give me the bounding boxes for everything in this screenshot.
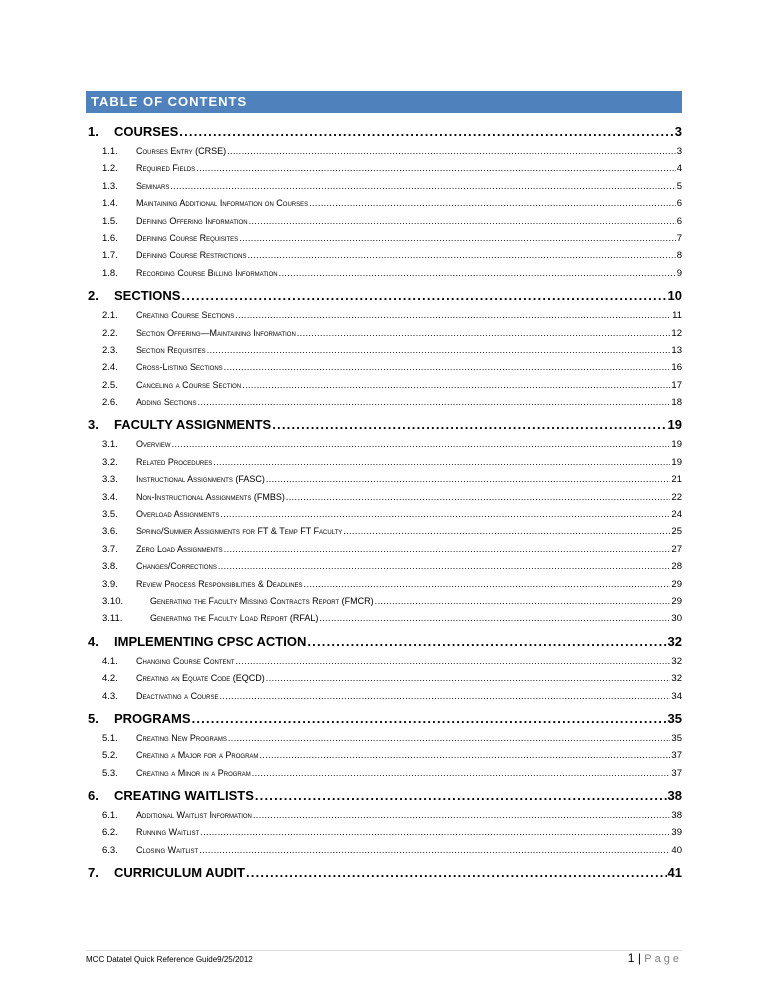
subsection-page: 24 [671, 509, 682, 521]
subsection-page: 19 [671, 439, 682, 451]
leader-dots [172, 436, 671, 453]
section-page: 38 [667, 788, 682, 804]
toc-subsection-entry[interactable] [86, 747, 682, 764]
subsection-number: 3.2. [102, 456, 118, 468]
subsection-number: 5.1. [102, 732, 118, 744]
subsection-page: 37 [671, 767, 682, 779]
subsection-page: 22 [671, 491, 682, 503]
toc-subsection-entry[interactable] [86, 213, 682, 230]
subsection-title: Related Procedures [136, 456, 213, 467]
leader-dots [199, 842, 670, 859]
subsection-title: Deactivating a Course [136, 690, 219, 701]
toc-subsection-entry[interactable] [86, 359, 682, 376]
subsection-page: 39 [671, 827, 682, 839]
leader-dots [246, 862, 667, 884]
subsection-page: 37 [671, 750, 682, 762]
subsection-number: 6.1. [102, 810, 118, 822]
toc-subsection-entry[interactable] [86, 454, 682, 471]
toc-subsection-entry[interactable] [86, 265, 682, 282]
leader-dots [266, 471, 671, 488]
subsection-page: 5 [676, 180, 682, 192]
subsection-title: Generating the Faculty Missing Contracts Report (FMCR) [150, 595, 374, 606]
subsection-page: 8 [676, 250, 682, 262]
subsection-page: 34 [671, 690, 682, 702]
toc-subsection-entry[interactable] [86, 593, 682, 610]
leader-dots [272, 414, 666, 436]
leader-dots [227, 143, 676, 160]
subsection-page: 29 [671, 578, 682, 590]
footer-doc-title: MCC Datatel Quick Reference Guide9/25/2012 [86, 955, 253, 964]
leader-dots [319, 610, 670, 627]
subsection-number: 1.6. [102, 232, 118, 244]
subsection-title: Section Requisites [136, 344, 206, 355]
page-word: Page [644, 953, 682, 965]
leader-dots [235, 307, 671, 324]
subsection-page: 11 [672, 310, 682, 322]
page-separator: | [637, 951, 641, 965]
subsection-title: Courses Entry (CRSE) [136, 145, 227, 156]
toc-subsection-entry[interactable] [86, 394, 682, 411]
leader-dots [236, 653, 671, 670]
toc-subsection-entry[interactable] [86, 576, 682, 593]
toc-subsection-entry[interactable] [86, 842, 682, 859]
footer-page-number [628, 951, 682, 965]
subsection-number: 2.5. [102, 379, 118, 391]
leader-dots [224, 541, 671, 558]
leader-dots [218, 558, 671, 575]
section-page: 35 [667, 710, 682, 726]
subsection-page: 9 [676, 267, 682, 279]
leader-dots [198, 394, 671, 411]
subsection-title: Creating New Programs [136, 732, 227, 743]
leader-dots [213, 454, 670, 471]
leader-dots [307, 631, 666, 653]
toc-subsection-entry[interactable] [86, 523, 682, 540]
leader-dots [181, 285, 666, 307]
leader-dots [207, 342, 671, 359]
subsection-title: Defining Course Requisites [136, 232, 239, 243]
subsection-page: 7 [676, 232, 682, 244]
subsection-number: 4.3. [102, 690, 118, 702]
subsection-title: Creating an Equate Code (EQCD) [136, 673, 265, 684]
leader-dots [239, 230, 676, 247]
subsection-title: Canceling a Course Section [136, 379, 242, 390]
toc-subsection-entry[interactable] [86, 506, 682, 523]
subsection-page: 21 [671, 474, 682, 486]
section-number: 6. [88, 788, 99, 804]
subsection-page: 29 [671, 595, 682, 607]
section-page: 32 [667, 633, 682, 649]
leader-dots [309, 195, 676, 212]
leader-dots [248, 247, 676, 264]
subsection-number: 3.1. [102, 439, 118, 451]
leader-dots [179, 121, 673, 143]
section-page: 10 [667, 288, 682, 304]
subsection-page: 25 [671, 526, 682, 538]
toc-subsection-entry[interactable] [86, 307, 682, 324]
toc-subsection-entry[interactable] [86, 489, 682, 506]
toc-subsection-entry[interactable] [86, 670, 682, 687]
leader-dots [279, 265, 676, 282]
subsection-page: 4 [676, 163, 682, 175]
section-number: 7. [88, 865, 99, 881]
leader-dots [242, 377, 670, 394]
subsection-page: 32 [671, 673, 682, 685]
subsection-title: Defining Offering Information [136, 215, 248, 226]
section-title: COURSES [114, 124, 179, 139]
subsection-page: 12 [671, 327, 682, 339]
subsection-page: 27 [671, 543, 682, 555]
subsection-number: 4.2. [102, 673, 118, 685]
subsection-number: 3.7. [102, 543, 118, 555]
leader-dots [297, 325, 671, 342]
subsection-title: Overview [136, 439, 171, 450]
section-number: 5. [88, 710, 99, 726]
subsection-number: 3.4. [102, 491, 118, 503]
subsection-number: 2.6. [102, 397, 118, 409]
subsection-page: 16 [671, 362, 682, 374]
toc-subsection-entry[interactable] [86, 558, 682, 575]
subsection-number: 2.3. [102, 344, 118, 356]
toc-subsection-entry[interactable] [86, 825, 682, 842]
subsection-title: Section Offering—Maintaining Information [136, 327, 296, 338]
toc-subsection-entry[interactable] [86, 143, 682, 160]
subsection-page: 17 [671, 379, 682, 391]
leader-dots [286, 489, 671, 506]
toc-subsection-entry[interactable] [86, 541, 682, 558]
section-number: 4. [88, 633, 99, 649]
subsection-number: 2.2. [102, 327, 118, 339]
leader-dots [228, 730, 671, 747]
toc-subsection-entry[interactable] [86, 342, 682, 359]
toc-subsection-entry[interactable] [86, 765, 682, 782]
leader-dots [252, 765, 671, 782]
subsection-title: Creating Course Sections [136, 310, 235, 321]
subsection-number: 3.9. [102, 578, 118, 590]
toc-subsection-entry[interactable] [86, 436, 682, 453]
subsection-number: 1.3. [102, 180, 118, 192]
subsection-title: Recording Course Billing Information [136, 267, 278, 278]
toc-heading: TABLE OF CONTENTS [86, 91, 682, 113]
subsection-title: Required Fields [136, 163, 196, 174]
subsection-page: 13 [671, 344, 682, 356]
leader-dots [259, 747, 670, 764]
subsection-title: Creating a Major for a Program [136, 750, 259, 761]
subsection-number: 1.4. [102, 198, 118, 210]
leader-dots [255, 785, 667, 807]
leader-dots [219, 688, 670, 705]
toc-subsection-entry[interactable] [86, 178, 682, 195]
subsection-title: Spring/Summer Assignments for FT & Temp FT Faculty [136, 526, 343, 537]
leader-dots [304, 576, 671, 593]
leader-dots [224, 359, 671, 376]
subsection-title: Zero Load Assignments [136, 543, 223, 554]
subsection-page: 18 [671, 397, 682, 409]
subsection-title: Changing Course Content [136, 655, 235, 666]
toc-subsection-entry[interactable] [86, 730, 682, 747]
section-number: 3. [88, 417, 99, 433]
subsection-page: 30 [671, 613, 682, 625]
subsection-page: 38 [671, 810, 682, 822]
subsection-number: 2.1. [102, 310, 118, 322]
section-page: 19 [667, 417, 682, 433]
toc-section-entry[interactable] [86, 121, 682, 143]
toc-section-entry[interactable] [86, 285, 682, 307]
subsection-number: 5.3. [102, 767, 118, 779]
subsection-page: 40 [671, 844, 682, 856]
subsection-title: Maintaining Additional Information on Courses [136, 198, 309, 209]
subsection-title: Cross-Listing Sections [136, 362, 223, 373]
subsection-title: Instructional Assignments (FASC) [136, 474, 265, 485]
subsection-page: 6 [676, 198, 682, 210]
subsection-page: 28 [671, 561, 682, 573]
leader-dots [196, 160, 676, 177]
table-of-contents [86, 118, 682, 884]
leader-dots [220, 506, 670, 523]
leader-dots [200, 825, 670, 842]
section-title: FACULTY ASSIGNMENTS [114, 417, 272, 433]
subsection-page: 35 [671, 732, 682, 744]
subsection-number: 1.1. [102, 145, 118, 157]
leader-dots [249, 213, 676, 230]
toc-subsection-entry[interactable] [86, 247, 682, 264]
subsection-page: 32 [671, 655, 682, 667]
subsection-number: 3.11. [102, 613, 123, 625]
subsection-title: Review Process Responsibilities & Deadlines [136, 578, 303, 589]
toc-subsection-entry[interactable] [86, 230, 682, 247]
subsection-title: Overload Assignments [136, 509, 220, 520]
subsection-title: Creating a Minor in a Program [136, 767, 251, 778]
section-page: 3 [674, 124, 682, 139]
subsection-title: Additional Waitlist Information [136, 810, 252, 821]
subsection-number: 6.3. [102, 844, 118, 856]
subsection-title: Defining Course Restrictions [136, 250, 247, 261]
toc-subsection-entry[interactable] [86, 653, 682, 670]
subsection-title: Non-Instructional Assignments (FMBS) [136, 491, 285, 502]
subsection-number: 2.4. [102, 362, 118, 374]
subsection-number: 1.2. [102, 163, 118, 175]
section-title: PROGRAMS [114, 710, 191, 726]
section-title: IMPLEMENTING CPSC ACTION [114, 633, 307, 649]
section-title: SECTIONS [114, 288, 181, 304]
toc-section-entry[interactable] [86, 708, 682, 730]
toc-section-entry[interactable] [86, 631, 682, 653]
subsection-title: Running Waitlist [136, 827, 200, 838]
subsection-page: 6 [676, 215, 682, 227]
toc-subsection-entry[interactable] [86, 377, 682, 394]
leader-dots [343, 523, 670, 540]
subsection-title: Changes/Corrections [136, 561, 217, 572]
subsection-title: Adding Sections [136, 397, 197, 408]
toc-subsection-entry[interactable] [86, 471, 682, 488]
section-number: 1. [88, 124, 99, 139]
section-number: 2. [88, 288, 99, 304]
leader-dots [375, 593, 671, 610]
subsection-number: 6.2. [102, 827, 118, 839]
subsection-number: 5.2. [102, 750, 118, 762]
toc-subsection-entry[interactable] [86, 325, 682, 342]
subsection-number: 3.8. [102, 561, 118, 573]
subsection-title: Closing Waitlist [136, 844, 199, 855]
leader-dots [192, 708, 667, 730]
section-title: CURRICULUM AUDIT [114, 865, 245, 881]
section-title: CREATING WAITLISTS [114, 788, 254, 804]
subsection-title: Generating the Faculty Load Report (RFAL) [150, 613, 319, 624]
subsection-number: 3.3. [102, 474, 118, 486]
subsection-page: 19 [671, 456, 682, 468]
toc-subsection-entry[interactable] [86, 610, 682, 627]
section-page: 41 [667, 865, 682, 881]
page-number: 1 [627, 951, 635, 965]
subsection-number: 1.5. [102, 215, 118, 227]
toc-section-entry[interactable] [86, 785, 682, 807]
toc-subsection-entry[interactable] [86, 160, 682, 177]
leader-dots [170, 178, 675, 195]
toc-section-entry[interactable] [86, 414, 682, 436]
subsection-number: 1.8. [102, 267, 118, 279]
subsection-number: 3.10. [102, 595, 124, 607]
subsection-title: Seminars [136, 180, 170, 191]
subsection-number: 1.7. [102, 250, 118, 262]
subsection-number: 3.6. [102, 526, 118, 538]
footer-divider [86, 950, 682, 951]
subsection-page: 3 [676, 145, 682, 157]
subsection-number: 3.5. [102, 509, 118, 521]
toc-subsection-entry[interactable] [86, 807, 682, 824]
toc-subsection-entry[interactable] [86, 195, 682, 212]
leader-dots [253, 807, 671, 824]
leader-dots [266, 670, 671, 687]
toc-section-entry[interactable] [86, 862, 682, 884]
subsection-number: 4.1. [102, 655, 118, 667]
toc-subsection-entry[interactable] [86, 688, 682, 705]
